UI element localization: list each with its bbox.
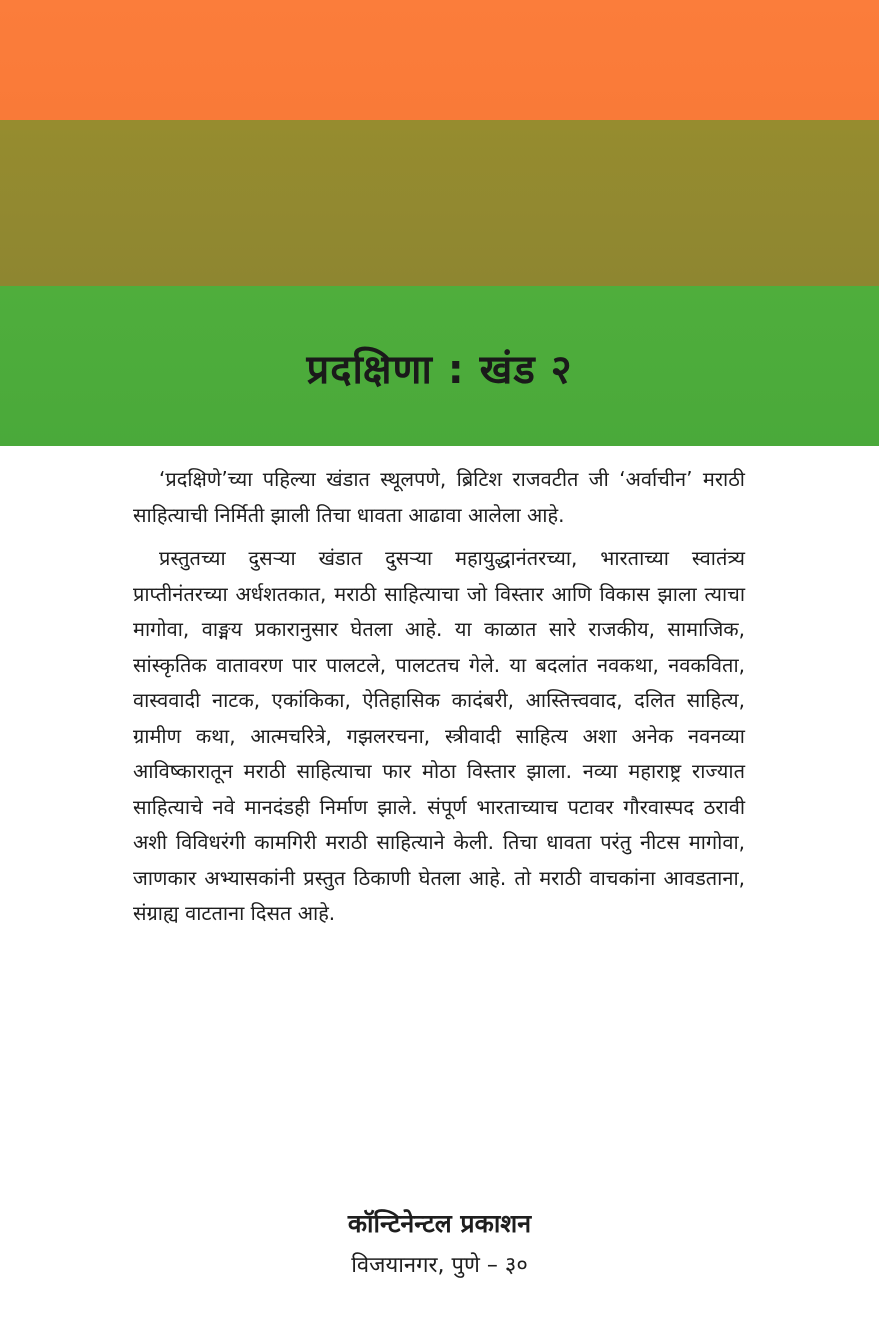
book-title: प्रदक्षिणा : खंड २	[306, 347, 573, 393]
olive-color-band	[0, 120, 879, 286]
blurb-paragraph-1: ‘प्रदक्षिणे’च्या पहिल्या खंडात स्थूलपणे, ब्रिटिश राजवटीत जी ‘अर्वाचीन’ मराठी साहित्याची निर्मिती झाली तिचा धावता आढावा आलेला आहे.	[133, 467, 745, 527]
publisher-address: विजयानगर, पुणे – ३०	[351, 1253, 528, 1278]
back-cover-blurb	[133, 462, 745, 940]
publisher-name: कॉन्टिनेन्टल प्रकाशन	[347, 1209, 532, 1238]
orange-color-band	[0, 0, 879, 120]
blurb-paragraph-2: प्रस्तुतच्या दुसऱ्या खंडात दुसऱ्या महायुद्धानंतरच्या, भारताच्या स्वातंत्र्य प्राप्तीनंतरच्या अर्धशतकात, मराठी साहित्याचा जो विस्तार आणि विकास झाला त्याचा मागोवा, वाङ्मय प्रकारानुसार घेतला आहे. या काळात सारे राजकीय, सामाजिक, सांस्कृतिक वातावरण पार पालटले, पालटतच गेले. या बदलांत नवकथा, नवकविता, वास्ववादी नाटक, एकांकिका, ऐतिहासिक कादंबरी, आस्तित्त्ववाद, दलित साहित्य, ग्रामीण कथा, आत्मचरित्रे, गझलरचना, स्त्रीवादी साहित्य अशा अनेक नवनव्या आविष्कारातून मराठी साहित्याचा फार मोठा विस्तार झाला. नव्या महाराष्ट्र राज्यात साहित्याचे नवे मानदंडही निर्माण झाले. संपूर्ण भारताच्याच पटावर गौरवास्पद ठरावी अशी विविधरंगी कामगिरी मराठी साहित्याने केली. तिचा धावता परंतु नीटस मागोवा, जाणकार अभ्यासकांनी प्रस्तुत ठिकाणी घेतला आहे. तो मराठी वाचकांना आवडताना, संग्राह्य वाटताना दिसत आहे.	[133, 546, 745, 925]
publisher-block	[0, 1204, 879, 1288]
